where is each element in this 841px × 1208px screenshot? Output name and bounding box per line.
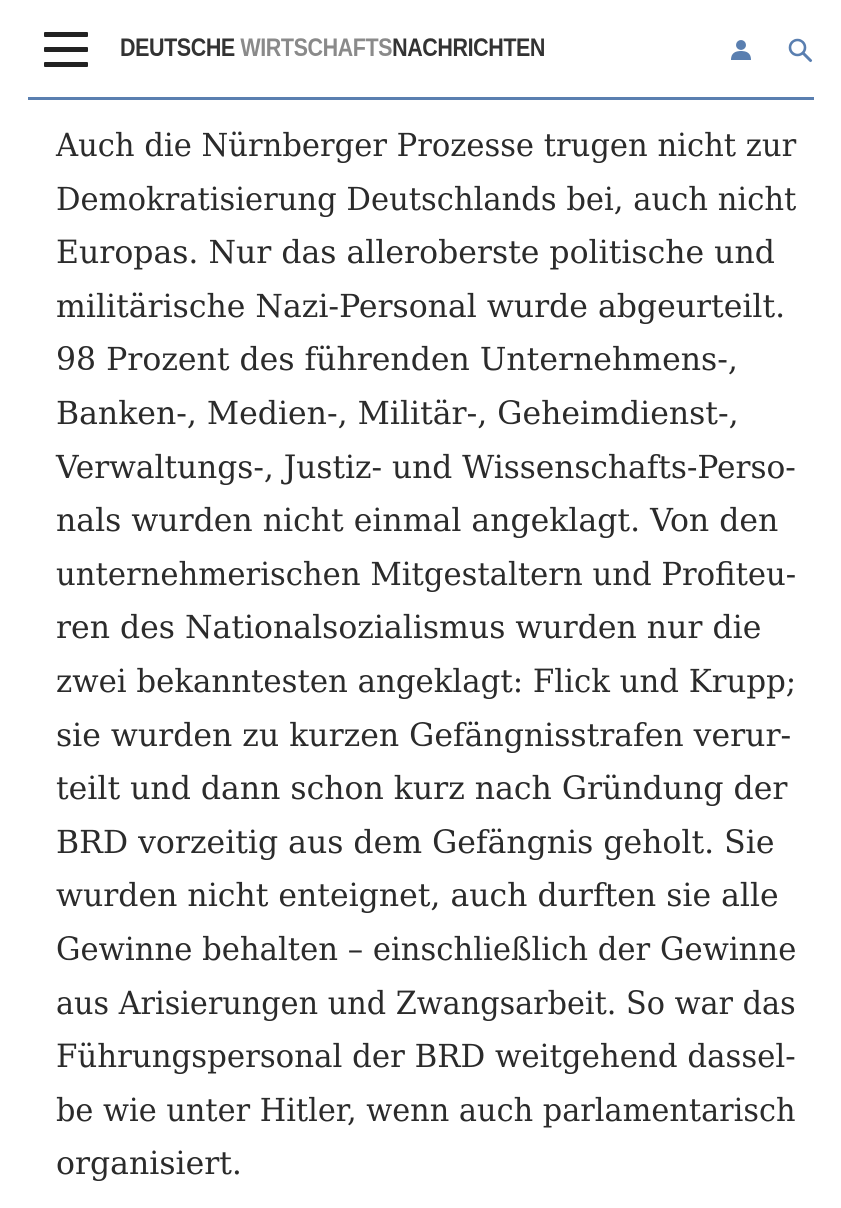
logo-part-wirtschafts: WIRTSCHAFTS xyxy=(240,34,393,62)
user-icon[interactable] xyxy=(728,37,754,63)
article-line: BRD vorzeitig aus dem Gefängnis geholt. Sie xyxy=(56,824,775,861)
article-line: 98 Prozent des führenden Unternehmens-, xyxy=(56,342,738,379)
menu-icon-bar xyxy=(44,62,88,67)
article-line: Gewinne behalten – einschließlich der Gewinne xyxy=(56,931,797,968)
site-header xyxy=(28,0,814,100)
site-logo[interactable] xyxy=(120,34,545,63)
article-line: militärische Nazi-Personal wurde abgeurteilt. xyxy=(56,288,786,325)
logo-part-nachrichten: NACHRICHTEN xyxy=(392,34,546,62)
article-line: Auch die Nürnberger Prozesse trugen nicht zur xyxy=(56,128,797,164)
article-line: Banken-, Medien-, Militär-, Geheimdienst-, xyxy=(56,395,739,432)
article-line: zwei bekanntesten angeklagt: Flick und Krupp; xyxy=(56,663,797,700)
menu-icon[interactable] xyxy=(44,30,88,70)
article-line: unternehmerischen Mitgestaltern und Profiteu- xyxy=(56,556,797,593)
article-line: teilt und dann schon kurz nach Gründung der xyxy=(56,771,788,808)
article-line: be wie unter Hitler, wenn auch parlamentarisch xyxy=(56,1092,796,1129)
menu-icon-bar xyxy=(44,32,88,37)
article-body xyxy=(56,120,796,1192)
search-icon[interactable] xyxy=(786,36,814,64)
article-line: wurden nicht enteignet, auch durften sie alle xyxy=(56,878,779,915)
article-line: aus Arisierungen und Zwangsarbeit. So war das xyxy=(56,985,796,1022)
article-line: Führungspersonal der BRD weitgehend dassel- xyxy=(56,1039,796,1076)
article-line: Europas. Nur das alleroberste politische und xyxy=(56,235,775,272)
article-line: sie wurden zu kurzen Gefängnisstrafen verur- xyxy=(56,717,792,754)
article-line: nals wurden nicht einmal angeklagt. Von den xyxy=(56,503,779,540)
article-line: Demokratisierung Deutschlands bei, auch nicht xyxy=(56,181,797,218)
menu-icon-bar xyxy=(44,47,88,52)
logo-part-deutsche: DEUTSCHE xyxy=(120,34,241,62)
article-line: Verwaltungs-, Justiz- und Wissenschafts-Perso- xyxy=(56,449,796,486)
article-line: organisiert. xyxy=(56,1146,242,1183)
article-line: ren des Nationalsozialismus wurden nur die xyxy=(56,610,762,647)
